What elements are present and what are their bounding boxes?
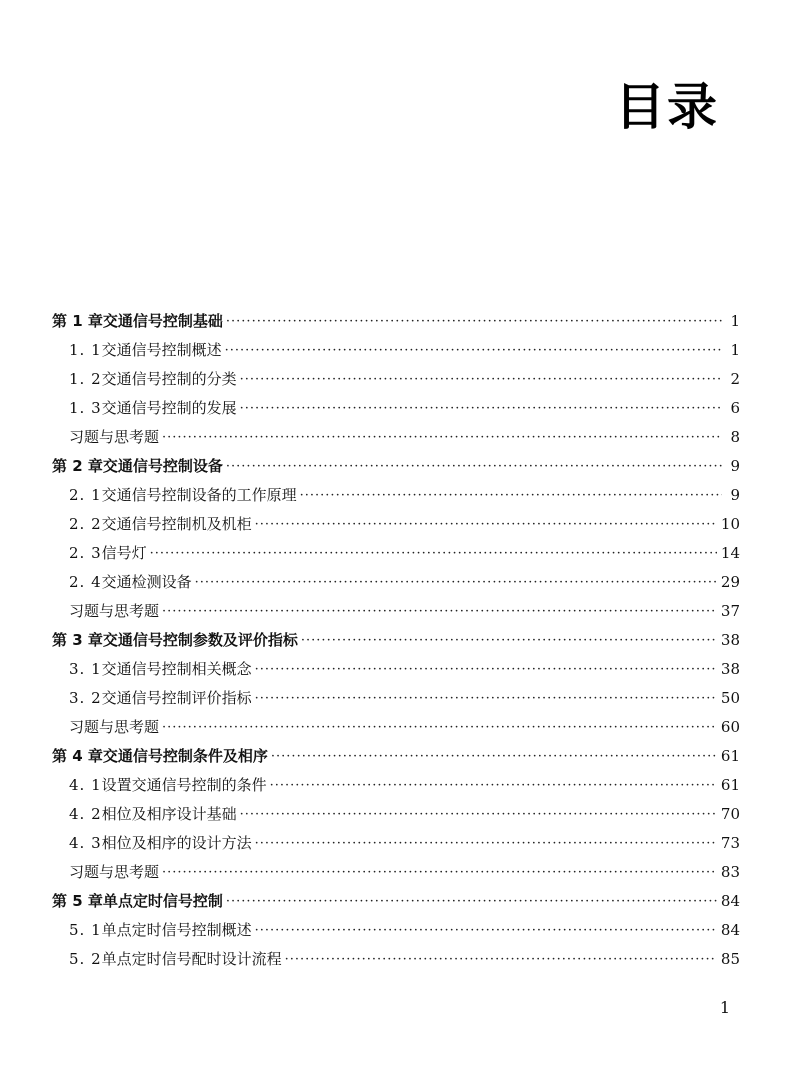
page-number: 1 — [719, 998, 730, 1017]
toc-entry-number: 4. 1 — [69, 776, 102, 794]
toc-entry-title: 交通检测设备 — [101, 573, 192, 591]
dot-leader — [162, 431, 722, 444]
toc-entry-page: 10 — [720, 515, 740, 533]
toc-entry-page: 8 — [730, 428, 740, 446]
toc-entry-exercise[interactable] — [52, 423, 740, 452]
toc-entry-number: 第 4 章 — [52, 747, 103, 765]
toc-entry-section[interactable] — [52, 336, 740, 365]
table-of-contents — [52, 307, 740, 974]
toc-entry-title: 交通信号控制参数及评价指标 — [102, 631, 298, 649]
page-title: 目录 — [615, 78, 719, 136]
toc-entry-number: 1. 1 — [69, 341, 102, 359]
toc-entry-number: 2. 3 — [69, 544, 102, 562]
toc-entry-section[interactable] — [52, 684, 740, 713]
dot-leader — [150, 547, 717, 560]
dot-leader — [255, 518, 717, 531]
toc-entry-title: 单点定时信号控制 — [102, 892, 223, 910]
toc-entry-page: 6 — [730, 399, 740, 417]
toc-entry-number: 第 3 章 — [52, 631, 103, 649]
dot-leader — [240, 373, 722, 386]
toc-entry-number: 3. 2 — [69, 689, 102, 707]
toc-entry-number: 2. 4 — [69, 573, 102, 591]
toc-entry-page: 1 — [730, 312, 740, 330]
toc-entry-title: 信号灯 — [101, 544, 147, 562]
toc-entry-page: 60 — [720, 718, 740, 736]
dot-leader — [225, 344, 722, 357]
dot-leader — [271, 750, 717, 763]
toc-entry-page: 9 — [730, 457, 740, 475]
toc-entry-page: 84 — [720, 892, 740, 910]
toc-entry-exercise[interactable] — [52, 597, 740, 626]
toc-entry-title: 习题与思考题 — [69, 602, 160, 620]
toc-entry-section[interactable] — [52, 539, 740, 568]
toc-entry-page: 50 — [720, 689, 740, 707]
dot-leader — [226, 460, 722, 473]
toc-entry-page: 38 — [720, 660, 740, 678]
toc-entry-section[interactable] — [52, 771, 740, 800]
toc-entry-page: 14 — [720, 544, 740, 562]
toc-entry-number: 3. 1 — [69, 660, 102, 678]
toc-entry-section[interactable] — [52, 916, 740, 945]
toc-entry-chapter[interactable] — [52, 742, 740, 771]
toc-entry-section[interactable] — [52, 800, 740, 829]
toc-entry-title: 交通信号控制机及机柜 — [101, 515, 252, 533]
toc-entry-title: 交通信号控制评价指标 — [101, 689, 252, 707]
dot-leader — [162, 866, 717, 879]
dot-leader — [255, 692, 717, 705]
dot-leader — [226, 895, 717, 908]
toc-entry-chapter[interactable] — [52, 887, 740, 916]
toc-entry-exercise[interactable] — [52, 858, 740, 887]
dot-leader — [285, 953, 717, 966]
dot-leader — [195, 576, 717, 589]
toc-entry-title: 习题与思考题 — [69, 718, 160, 736]
dot-leader — [240, 808, 717, 821]
toc-entry-section[interactable] — [52, 394, 740, 423]
dot-leader — [226, 315, 722, 328]
toc-entry-title: 交通信号控制的发展 — [101, 399, 237, 417]
toc-entry-page: 61 — [720, 747, 740, 765]
toc-entry-page: 70 — [720, 805, 740, 823]
dot-leader — [300, 489, 722, 502]
toc-entry-page: 83 — [720, 863, 740, 881]
toc-entry-title: 相位及相序设计基础 — [101, 805, 237, 823]
toc-entry-page: 85 — [720, 950, 740, 968]
toc-entry-page: 37 — [720, 602, 740, 620]
toc-entry-number: 5. 1 — [69, 921, 102, 939]
toc-entry-number: 第 5 章 — [52, 892, 103, 910]
toc-entry-page: 29 — [720, 573, 740, 591]
toc-entry-title: 单点定时信号配时设计流程 — [101, 950, 282, 968]
toc-entry-section[interactable] — [52, 481, 740, 510]
toc-entry-page: 73 — [720, 834, 740, 852]
toc-entry-chapter[interactable] — [52, 307, 740, 336]
toc-entry-page: 1 — [730, 341, 740, 359]
toc-entry-section[interactable] — [52, 945, 740, 974]
toc-entry-number: 1. 3 — [69, 399, 102, 417]
toc-entry-title: 交通信号控制概述 — [101, 341, 222, 359]
toc-entry-section[interactable] — [52, 568, 740, 597]
toc-entry-number: 5. 2 — [69, 950, 102, 968]
toc-entry-section[interactable] — [52, 365, 740, 394]
dot-leader — [255, 837, 717, 850]
toc-entry-title: 交通信号控制设备 — [102, 457, 223, 475]
toc-entry-title: 交通信号控制设备的工作原理 — [101, 486, 297, 504]
toc-entry-title: 习题与思考题 — [69, 863, 160, 881]
dot-leader — [162, 721, 717, 734]
toc-entry-chapter[interactable] — [52, 452, 740, 481]
toc-entry-exercise[interactable] — [52, 713, 740, 742]
dot-leader — [255, 924, 717, 937]
dot-leader — [162, 605, 717, 618]
toc-entry-number: 2. 2 — [69, 515, 102, 533]
toc-entry-title: 交通信号控制的分类 — [101, 370, 237, 388]
toc-entry-number: 第 2 章 — [52, 457, 103, 475]
toc-entry-page: 2 — [730, 370, 740, 388]
toc-entry-chapter[interactable] — [52, 626, 740, 655]
dot-leader — [255, 663, 717, 676]
dot-leader — [240, 402, 722, 415]
toc-entry-section[interactable] — [52, 829, 740, 858]
toc-entry-section[interactable] — [52, 655, 740, 684]
toc-entry-number: 4. 3 — [69, 834, 102, 852]
toc-entry-title: 相位及相序的设计方法 — [101, 834, 252, 852]
toc-entry-number: 2. 1 — [69, 486, 102, 504]
toc-entry-title: 单点定时信号控制概述 — [101, 921, 252, 939]
toc-entry-page: 61 — [720, 776, 740, 794]
toc-entry-title: 交通信号控制条件及相序 — [102, 747, 268, 765]
toc-entry-title: 交通信号控制基础 — [102, 312, 223, 330]
toc-entry-page: 38 — [720, 631, 740, 649]
dot-leader — [301, 634, 717, 647]
toc-entry-page: 84 — [720, 921, 740, 939]
toc-entry-title: 交通信号控制相关概念 — [101, 660, 252, 678]
toc-entry-title: 设置交通信号控制的条件 — [101, 776, 267, 794]
toc-entry-page: 9 — [730, 486, 740, 504]
toc-entry-number: 1. 2 — [69, 370, 102, 388]
toc-entry-number: 4. 2 — [69, 805, 102, 823]
toc-entry-number: 第 1 章 — [52, 312, 103, 330]
dot-leader — [270, 779, 717, 792]
toc-entry-section[interactable] — [52, 510, 740, 539]
toc-entry-title: 习题与思考题 — [69, 428, 160, 446]
